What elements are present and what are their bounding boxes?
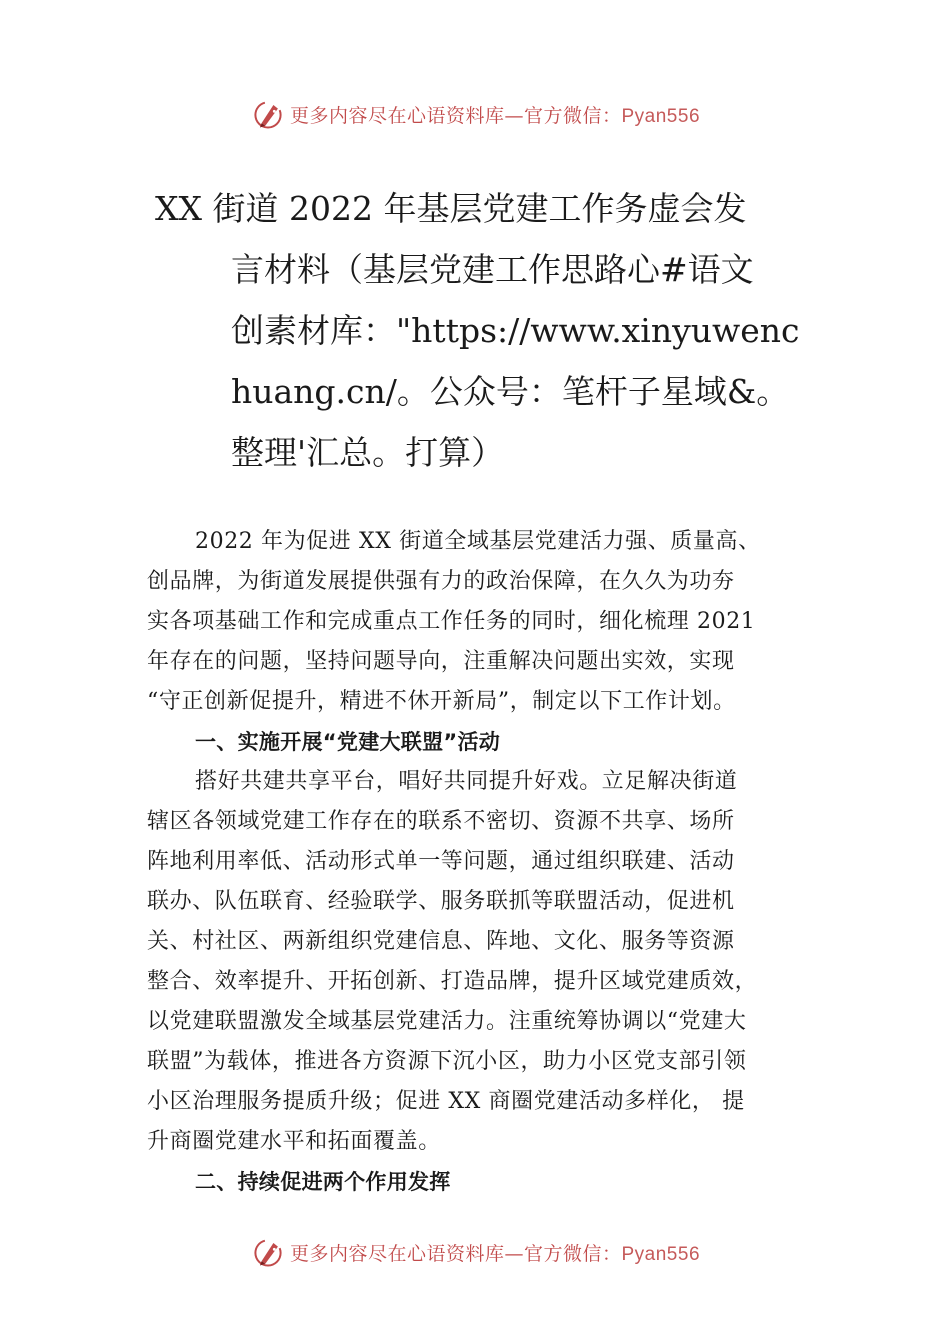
section-heading-2: 二、持续促进两个作用发挥 [195,1170,451,1194]
paragraph-line: 联办、队伍联育、经验联学、服务联抓等联盟活动，促进机 [147,889,735,914]
pen-nib-icon [250,96,286,132]
pen-nib-icon [250,1234,286,1270]
paragraph-line: 辖区各领域党建工作存在的联系不密切、资源不共享、场所 [147,809,735,834]
intro-paragraph [147,522,819,722]
paragraph-line: 联盟”为载体，推进各方资源下沉小区，助力小区党支部引领 [147,1049,747,1074]
paragraph-line: 2022 年为促进 XX 街道全域基层党建活力强、质量高、 [195,529,761,554]
paragraph-line: 关、村社区、两新组织党建信息、阵地、文化、服务等资源 [147,929,735,954]
paragraph-line: 年存在的问题，坚持问题导向，注重解决问题出实效，实现 [147,649,735,674]
title-line: 整理'汇总。打算） [231,433,505,472]
section-1-paragraph [147,762,819,1162]
document-title [155,178,815,483]
wechat-id: Pyan556 [621,1243,701,1265]
wechat-id: Pyan556 [621,105,701,127]
paragraph-line: 升商圈党建水平和拓面覆盖。 [147,1129,441,1154]
paragraph-line: 创品牌，为街道发展提供强有力的政治保障，在久久为功夯 [147,569,735,594]
document-body [147,522,819,1202]
title-line: huang.cn/。公众号：笔杆子星域&。 [231,372,790,411]
footer-banner [0,1232,950,1272]
paragraph-line: 阵地利用率低、活动形式单一等问题，通过组织联建、活动 [147,849,735,874]
banner-text: 更多内容尽在心语资料库—官方微信：Pyan556 [289,104,701,127]
banner-text: 更多内容尽在心语资料库—官方微信：Pyan556 [289,1242,701,1265]
paragraph-line: 以党建联盟激发全域基层党建活力。注重统筹协调以“党建大 [147,1009,747,1034]
paragraph-line: 小区治理服务提质升级；促进 XX 商圈党建活动多样化， 提 [147,1089,745,1114]
title-line: XX 街道 2022 年基层党建工作务虚会发 [155,189,747,228]
title-line: 创素材库："https://www.xinyuwenc [231,311,800,350]
section-heading-1: 一、实施开展“党建大联盟”活动 [195,730,501,754]
title-line: 言材料（基层党建工作思路心#语文 [231,250,754,289]
paragraph-line: 实各项基础工作和完成重点工作任务的同时，细化梳理 2021 [147,609,756,634]
paragraph-line: 搭好共建共享平台，唱好共同提升好戏。立足解决街道 [195,769,738,794]
header-banner [0,94,950,134]
paragraph-line: 整合、效率提升、开拓创新、打造品牌，提升区域党建质效， [147,969,758,994]
paragraph-line: “守正创新促提升，精进不休开新局”，制定以下工作计划。 [147,689,736,714]
